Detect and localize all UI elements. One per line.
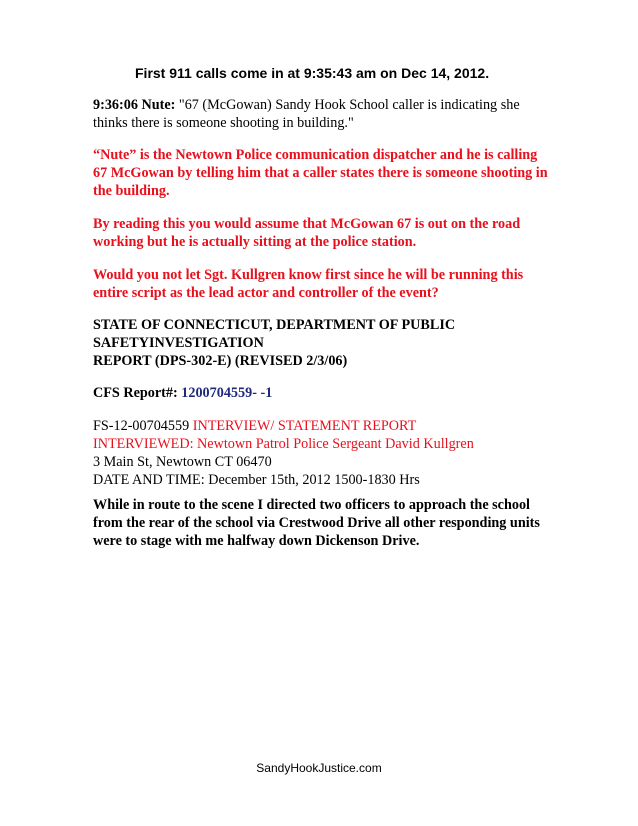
- report-header-line1: STATE OF CONNECTICUT, DEPARTMENT OF PUBLIC: [93, 317, 456, 333]
- cfs-report-value: 1200704559- -1: [181, 385, 273, 401]
- nute-entry: [93, 96, 553, 132]
- fs-line: [93, 417, 553, 435]
- commentary-mcgowan: By reading this you would assume that McGowan 67 is out on the road working but he is actually sitting at the police station.: [93, 216, 521, 250]
- cfs-report: [93, 384, 553, 402]
- page-heading: First 911 calls come in at 9:35:43 am on Dec 14, 2012.: [135, 65, 490, 81]
- fs-number: FS-12-00704559: [93, 418, 190, 434]
- footer-site: SandyHookJustice.com: [256, 761, 382, 775]
- nute-text: "67 (McGowan) Sandy Hook School caller is indicating she thinks there is someone shooting in building.": [93, 97, 520, 131]
- report-type: INTERVIEW/ STATEMENT REPORT: [192, 418, 417, 434]
- cfs-report-label: CFS Report#:: [93, 385, 178, 401]
- report-header-line2: SAFETYINVESTIGATION: [93, 335, 264, 351]
- interview-details: [93, 417, 553, 489]
- report-header: [93, 316, 553, 370]
- commentary-dispatcher: “Nute” is the Newtown Police communication dispatcher and he is calling 67 McGowan by telling him that a caller states there is someone shooting in the building.: [93, 147, 548, 199]
- commentary-kullgren: Would you not let Sgt. Kullgren know first since he will be running this entire script as the lead actor and controller of the event?: [93, 267, 524, 301]
- address-line: 3 Main St, Newtown CT 06470: [93, 454, 272, 470]
- date-time-line: DATE AND TIME: December 15th, 2012 1500-1830 Hrs: [93, 472, 420, 488]
- interviewed-line: INTERVIEWED: Newtown Patrol Police Sergeant David Kullgren: [93, 436, 474, 452]
- report-header-line3: REPORT (DPS-302-E) (REVISED 2/3/06): [93, 353, 348, 369]
- nute-time-label: 9:36:06 Nute:: [93, 97, 176, 113]
- statement-paragraph: While in route to the scene I directed two officers to approach the school from the rear of the school via Crestwood Drive all other responding units were to stage with me halfway down Dickenson Drive.: [93, 497, 540, 549]
